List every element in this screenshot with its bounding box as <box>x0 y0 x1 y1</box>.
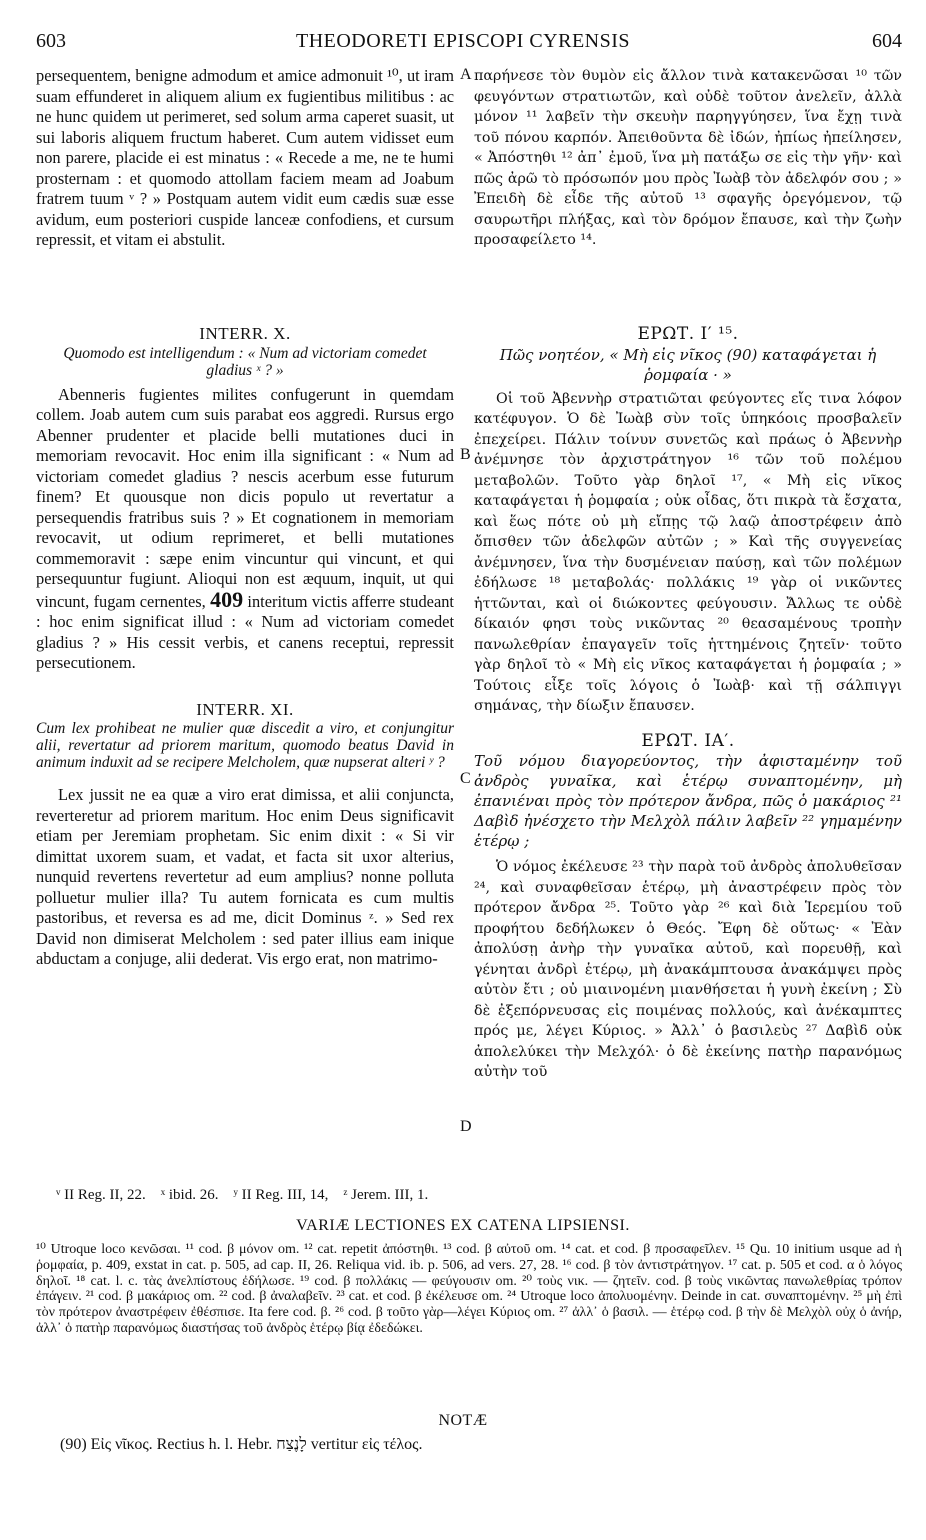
greek-question-i: Πῶς νοητέον, « Μὴ εἰς νῖκος (90) καταφάγεται ἡ ῥομφαία · » <box>499 345 877 384</box>
latin-paragraph-3: Lex jussit ne ea quæ a viro erat dimissa, et alii conjuncta, reverteretur ad priorem maritum. Hoc enim Deus significavit etiam per Jeremiam prophetam. Sic enim dixit : « Si vir dimittat uxorem suam, et vadat, et facta sit uxor alterius, nunquid revertens revertetur ad eum amplius? nonne polluta polluetur mulier illa? Tu autem fornicata es cum multis pastoribus, et reversa es ad me, dicit Dominus ᶻ. » Sed rex David non dimiserat Melcholem : sed pater illius eam inique abductam a conjuge, alii dederat. Vis ergo erat, non matrimo- <box>36 785 454 968</box>
latin-question-xi: Cum lex prohibeat ne mulier quæ discedit a viro, et conjungitur alii, revertatur ad priorem maritum, quomodo beatus David in animum induxit ad se recipere Melcholem, quæ nupserat alteri ʸ ? <box>36 720 454 771</box>
latin-question-x: Quomodo est intelligendum : « Num ad victoriam comedet gladius ˣ ? » <box>63 344 427 379</box>
greek-column <box>474 66 902 1083</box>
page-number-right: 604 <box>872 30 902 52</box>
column-number-marker: 409 <box>210 586 244 612</box>
variae-lectiones-title: VARIÆ LECTIONES EX CATENA LIPSIENSI. <box>296 1217 630 1234</box>
margin-letter-d: D <box>460 1118 472 1135</box>
variae-lectiones-text: ¹⁰ Utroque loco κενῶσαι. ¹¹ cod. β μόνον om. ¹² cat. repetit ἀπόστηθι. ¹³ cod. β αὐτοῦ om. ¹⁴ cat. et cod. β προσαφεῖλεν. ¹⁵ Qu. 10 initium usque ad ἡ ῥομφαία, p. 409, exstat in cat. p. 505, ad cap. II, 26. Reliqua vid. ib. p. 506, ad vers. 27, 28. ¹⁶ cod. β τὸν ἀντιστράτηγον. ¹⁷ cat. p. 505 et cod. α ὁ λόγος δηλοῖ. ¹⁸ cat. l. c. τὰς ἀνελπίστους ἐδήλωσε. ¹⁹ cod. β πολλάκις — φεύγουσιν om. ²⁰ τοὺς νικ. — ζητεῖν. cod. β τοὺς νικῶντας πανωλεθρίας τρόπον ἐπάγειν. ²¹ cod. β μακάριος om. ²² cod. β ἀναλαβεῖν. ²³ cat. et cod. β ἐκέλευσε om. ²⁴ Utroque loco ἀπολυομένην. Deinde in cat. συναπτομένην. ²⁵ μὴ ἐπὶ τὸν πρότερον ἀναστρέφειν ἐθέσπισε. Ita fere cod. β. ²⁶ cod. β τοῦτο γὰρ—λέγει Κύριος om. ²⁷ ἀλλ᾽ ὁ βασιλ. — ἑτέρῳ cod. β τὴν δὲ Μελχὸλ οὐχ ὁ ἀνήρ, ἀλλ᾽ ὁ πατὴρ παρανόμως διαστήσας τοῦ ἀνδρὸς ἑτέρῳ βίᾳ ἐδεδώκει. <box>36 1242 902 1336</box>
greek-heading-erot-ia: ΕΡΩΤ. ΙΑ′. <box>641 730 735 751</box>
greek-paragraph-1: παρήνεσε τὸν θυμὸν εἰς ἄλλον τινὰ κατακενῶσαι ¹⁰ τῶν φευγόντων στρατιωτῶν, καὶ οὐδὲ τοῦτον ἀνελεῖν, ἀλλὰ μόνον ¹¹ λαβεῖν τὴν σκευὴν παρηγγύησεν, ἵνα ἔχῃ τινὰ τοῦ πόνου καρπόν. Ἀπειθοῦντα δὲ ἰδών, ἠπίως ἠπείλησεν, « Ἀπόστηθι ¹² ἀπ᾽ ἐμοῦ, ἵνα μὴ πατάξω σε εἰς τὴν γῆν· καὶ πῶς ἀρῶ τὸ πρόσωπόν μου πρὸς Ἰωὰβ τὸν ἀδελφόν σου ; » Ἐπειδὴ δὲ εἶδε τῆς αὐτοῦ ¹³ σφαγῆς ὀρεγόμενον, τῷ σαυρωτῆρι πλήξας, καὶ τὸν δρόμον ἔπαυσε, καὶ τὴν ζωὴν προσαφείλετο ¹⁴. <box>474 68 902 248</box>
greek-heading-erot-i: ΕΡΩΤ. Ι′ ¹⁵. <box>637 324 739 344</box>
latin-heading-interr-x: INTERR. X. <box>199 324 291 343</box>
page-number-left: 603 <box>36 30 66 52</box>
scripture-references: ᵛ II Reg. II, 22. ˣ ibid. 26. ʸ II Reg. III, 14, ᶻ Jerem. III, 1. <box>56 1187 429 1203</box>
latin-paragraph-2-text-a: Abenneris fugientes milites confugerunt in quemdam collem. Joab autem cum suis parabat eos aggredi. Rursus ergo Abenner prudenter et placide belli mutationes duci in memoriam revocavit. Hoc enim illa significant : « Num ad victoriam comedet gladius ? nescis acerbum esse futurum finem? Et quousque non dicis populo ut revertatur a persequendis fratribus suis ? » Et cognationem in memoriam revocavit, ut odium reprimeret, et belli mutationes commemoravit : sæpe enim vincuntur qui vincunt, et qui persequuntur fugiunt. Alioqui non est æquum, inquit, ut qui vincunt, fugam cernentes, <box>36 384 454 611</box>
margin-letter-a: A <box>460 66 472 83</box>
latin-paragraph-2-text-b: interitum victis afferre studeant : hoc enim significat illud : « Num ad victoriam comedet gladius ? » His cessit verbis, et canens receptui, repressit persecutionem. <box>36 591 454 672</box>
notae-text: (90) Εἰς νῖκος. Rectius h. l. Hebr. לָנֶצַח vertitur εἰς τέλος. <box>60 1436 423 1453</box>
latin-column <box>36 66 454 970</box>
latin-paragraph-1: persequentem, benigne admodum et amice admonuit ¹⁰, ut iram suam effunderet in aliquem alium ex fugientibus militibus : ac ne hunc quidem ut perimeret, sed solum arma caperet suasit, ut sui laboris aliquem fructum haberet. Cum autem vidisset eum non parere, placide ei est minatus : « Recede a me, ne te humi prosternam : et quomodo attollam faciem meam ad Joabum fratrem tuum ᵛ ? » Postquam autem vidit eum cædis suæ esse avidum, eum posteriori cuspide lanceæ confodiens, et cursum repressit, et vitam ei abstulit. <box>36 66 454 249</box>
greek-paragraph-3: Ὁ νόμος ἐκέλευσε ²³ τὴν παρὰ τοῦ ἀνδρὸς ἀπολυθεῖσαν ²⁴, καὶ συναφθεῖσαν ἑτέρῳ, μὴ ἀναστρέφειν πρὸς τὸν πρότερον ἄνδρα ²⁵. Τοῦτο γὰρ ²⁶ καὶ διὰ Ἱερεμίου τοῦ προφήτου δεδήλωκεν ὁ Θεός. Ἔφη δὲ οὕτως· « Ἐὰν ἀπολύσῃ ἀνὴρ τὴν γυναῖκα αὐτοῦ, καὶ πορευθῇ, καὶ γένηται ἀνδρὶ ἑτέρῳ, μὴ ἀνακάμπτουσα ἀνακάμψει πρὸς αὐτὸν ἔτι ; οὐ μιαινομένη μιανθήσεται ἡ γυνὴ ἐκείνη ; Σὺ δὲ ἐξεπόρνευσας εἰς ποιμένας πολλούς, καὶ ἀνέκαμπτες πρός με, λέγει Κύριος. » Ἀλλ᾽ ὁ βασιλεὺς ²⁷ Δαβὶδ οὐκ ἀπολελύκει τὴν Μελχόλ· ὁ δὲ ἐκείνης πατὴρ παρανόμως αὐτὴν τοῦ <box>474 859 902 1080</box>
running-title: THEODORETI EPISCOPI CYRENSIS <box>295 30 631 52</box>
latin-heading-interr-xi: INTERR. XI. <box>196 699 294 719</box>
margin-letter-b: B <box>460 446 471 463</box>
margin-letter-c: C <box>460 770 471 787</box>
greek-question-ia: Τοῦ νόμου διαγορεύοντος, τὴν ἀφισταμένην τοῦ ἀνδρὸς γυναῖκα, καὶ ἑτέρῳ συναπτομένην, μὴ ἐπανιέναι πρὸς τὸν πρότερον ἄνδρα, πῶς ὁ μακάριος ²¹ Δαβὶδ ἠνέσχετο τὴν Μελχὸλ πάλιν λαβεῖν ²² γημαμένην ἑτέρῳ ; <box>474 752 902 850</box>
latin-paragraph-2 <box>36 385 454 674</box>
notae-title: NOTÆ <box>438 1412 488 1429</box>
running-header <box>0 30 926 62</box>
greek-paragraph-2: Οἱ τοῦ Ἀβεννὴρ στρατιῶται φεύγοντες εἴς τινα λόφον κατέφυγον. Ὁ δὲ Ἰωὰβ σὺν τοῖς ὑπηκόοις προσβαλεῖν ἐπεχείρει. Πάλιν τοίνυν συνετῶς καὶ πράως ὁ Ἀβεννὴρ ἀνέμνησε τὸν ἀρχιστράτηγον ¹⁶ τῶν τοῦ πολέμου μεταβολῶν. Τοῦτο γὰρ δηλοῖ ¹⁷, « Μὴ εἰς νῖκος καταφάγεται ἡ ῥομφαία ; οὐκ οἶδας, ὅτι πικρὰ τὰ ἔσχατα, καὶ ἕως πότε οὐ μὴ εἴπῃς τῷ λαῷ ἀποστρέφειν ἀπὸ ὄπισθεν τῶν ἀδελφῶν αὐτῶν ; » Καὶ τῆς συγγενείας ἀνέμνησεν, ἵνα τὴν δυσμένειαν παύσῃ, καὶ τῶν πολέμων ἐδήλωσε ¹⁸ μεταβολάς· πολλάκις ¹⁹ γὰρ οἱ νικῶντες ἡττῶνται, καὶ οἱ διώκοντες φεύγουσιν. Ἄλλως τε οὐδὲ δίκαιόν φησι τοὺς νικῶντας ²⁰ θεασαμένους τροπὴν πανωλεθρίαν ἐπαγαγεῖν τοῖς ἡττημένοις ζητεῖν· τοῦτο γὰρ δηλοῖ τὸ « Μὴ εἰς νῖκος καταφάγεται ἡ ῥομφαία ; » Τούτοις εἶξε τοῖς λόγοις ὁ Ἰωὰβ· καὶ τῇ σάλπιγγι σημάνας, τὴν δίωξιν ἔπαυσεν. <box>474 390 902 714</box>
